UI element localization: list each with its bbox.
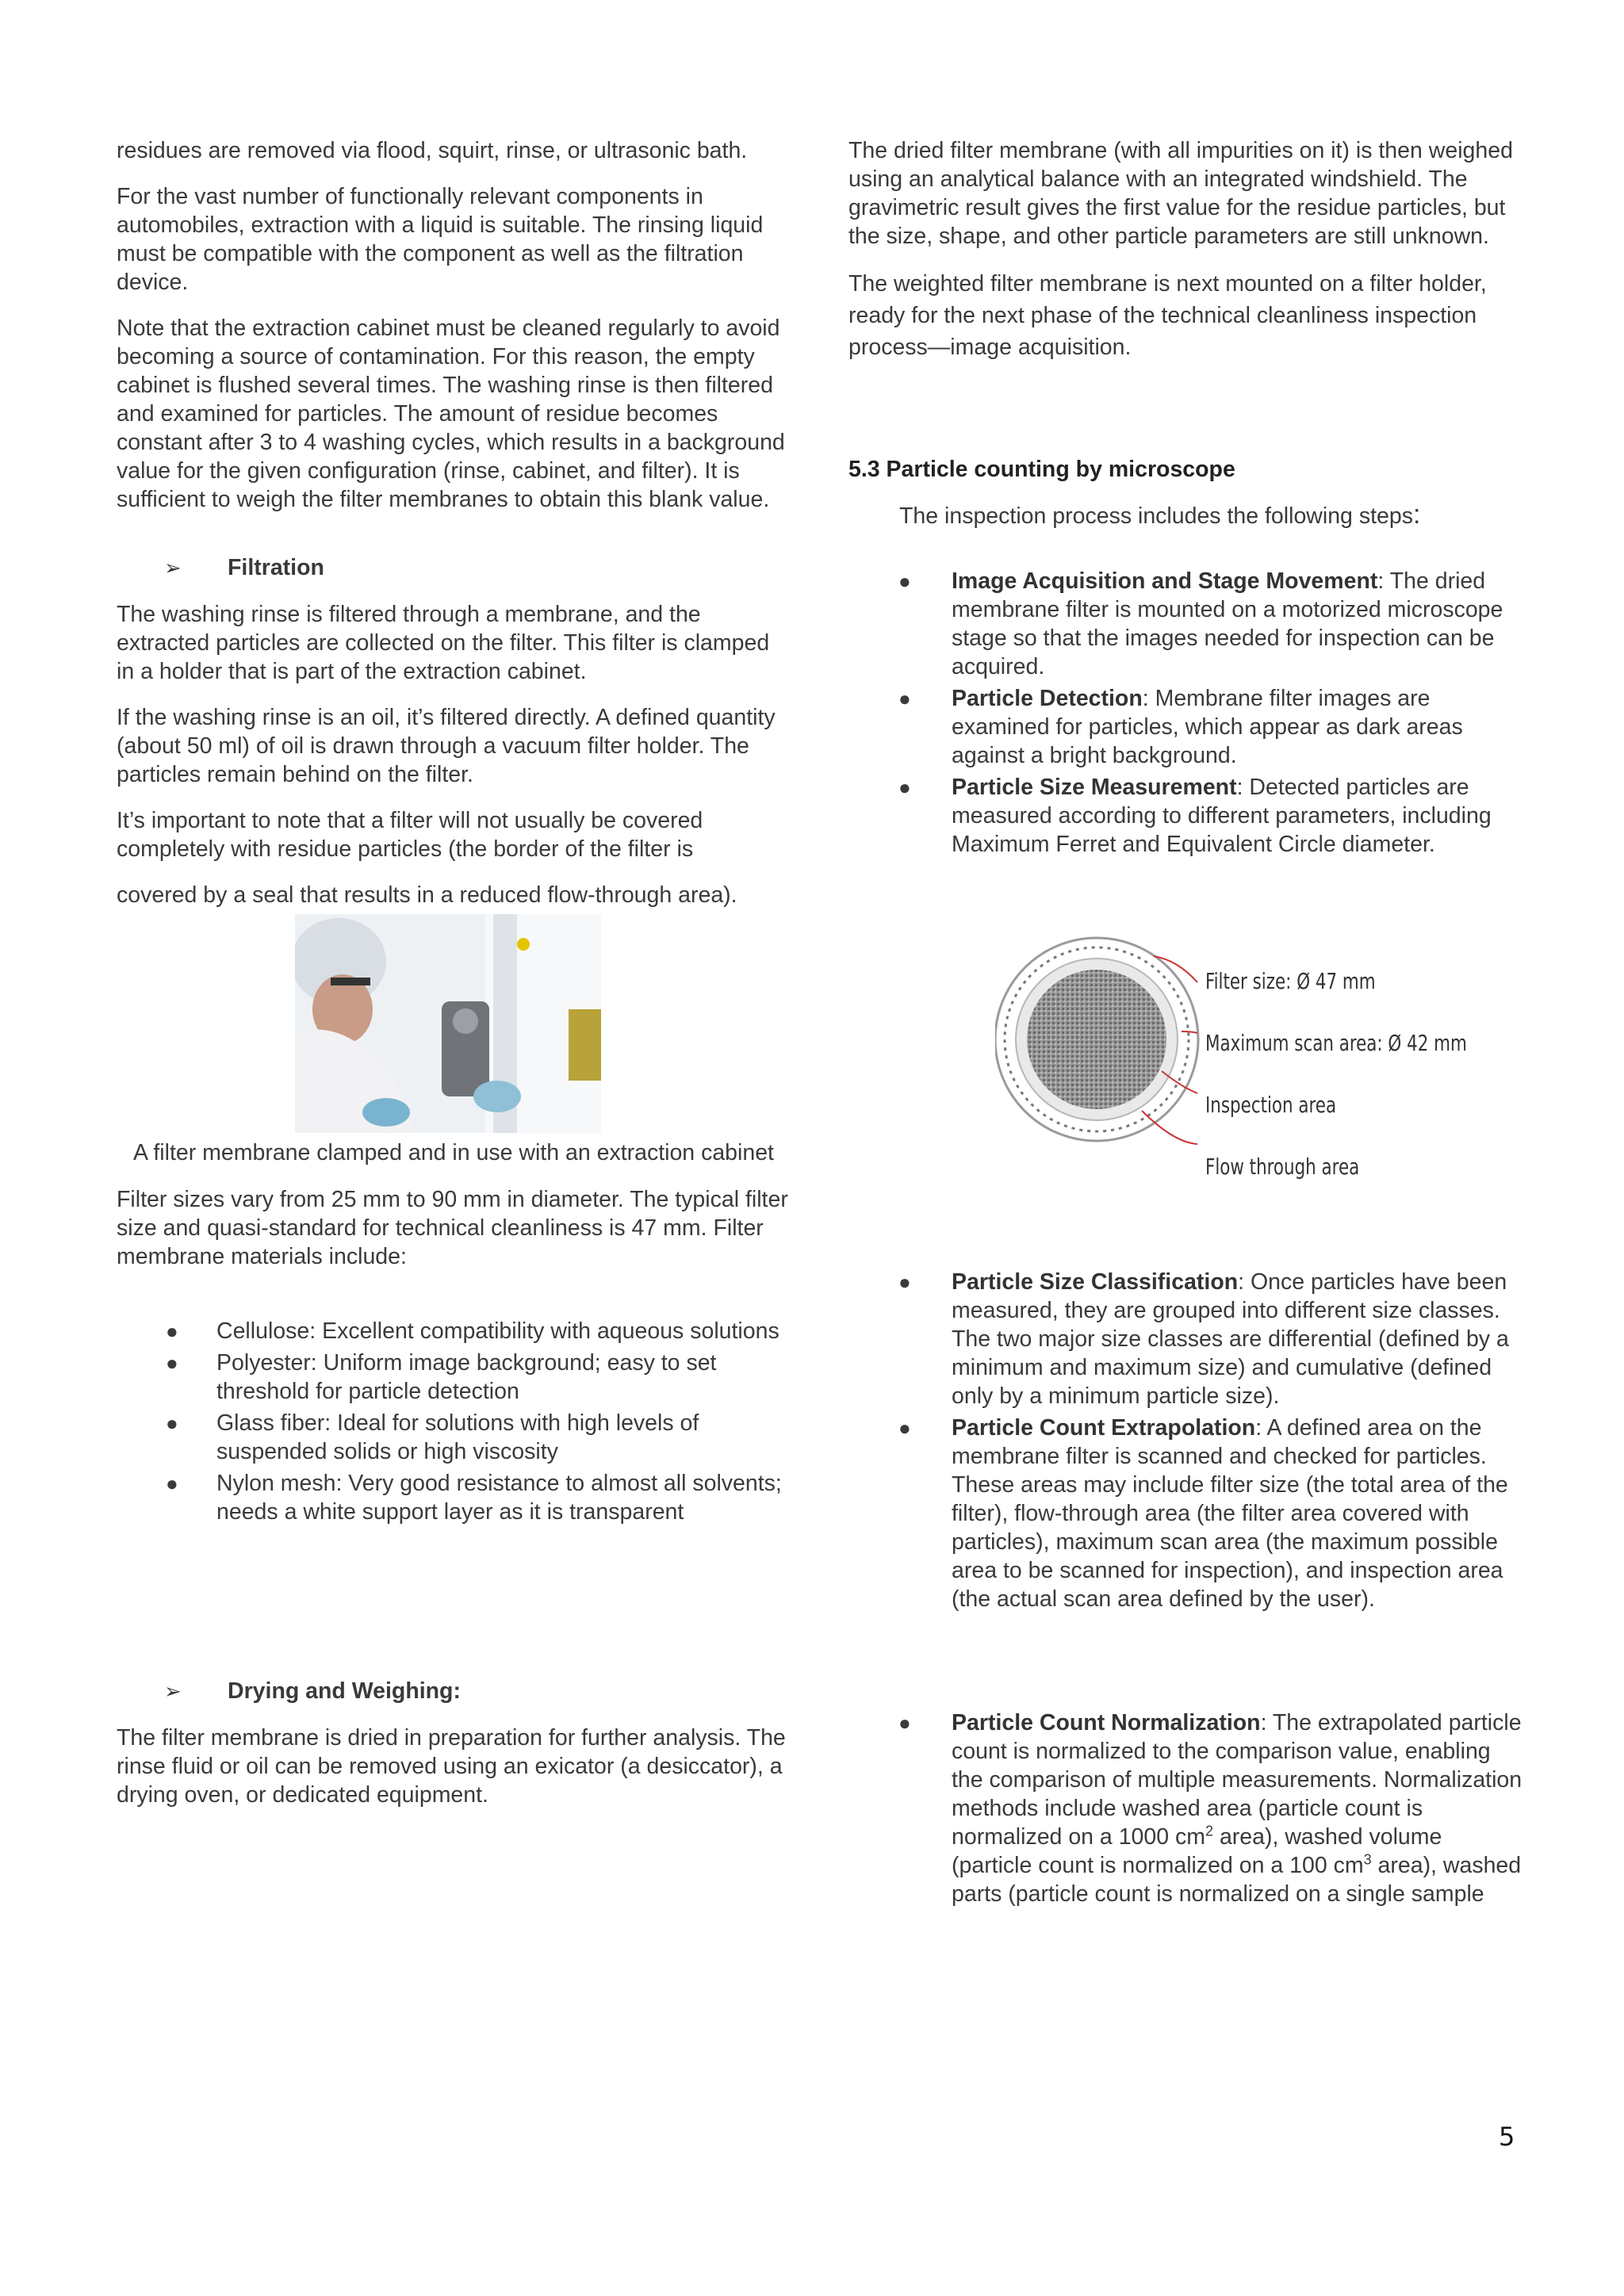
diagram-label-flow-through-area: Flow through area (1205, 1154, 1360, 1180)
bullet-dot-icon: ● (166, 1471, 178, 1495)
list-item: ● Particle Detection: Membrane filter images are examined for particles, which appear as dark areas against a bright background. (898, 686, 1463, 768)
lab-photo-illustration (295, 914, 601, 1133)
list-item: ● Cellulose: Excellent compatibility with aqueous solutions (166, 1318, 779, 1344)
cabinet-paragraph: Note that the extraction cabinet must be cleaned regularly to avoid becoming a source of contamination. For this reason, the empty cabinet is flushed several times. The washing rinse is then filtered and examined for particles. The amount of residue becomes constant after 3 to 4 washing cycles, which results in a background value for the given configuration (rinse, cabinet, and filter). It is sufficient to weigh the filter membranes to obtain this blank value. (117, 316, 785, 512)
list-item: ● Particle Count Extrapolation: A defined area on the membrane filter is scanned and checked for particles. These areas may include filter size (the total area of the filter), flow-through area (the filter area covered with particles), maximum scan area (the maximum possible area to be scanned for inspection), and inspection area (the actual scan area defined by the user). (898, 1415, 1508, 1612)
steps-list-b (848, 1268, 1522, 1613)
filtered-paragraph: The washing rinse is filtered through a membrane, and the extracted particles are collected on the filter. This filter is clamped in a holder that is part of the extraction cabinet. (117, 602, 770, 684)
covered-paragraph: covered by a seal that results in a reduced flow-through area). (117, 882, 737, 908)
filtration-heading (164, 555, 791, 581)
extraction-paragraph: For the vast number of functionally relevant components in automobiles, extraction with a liquid is suitable. The rinsing liquid must be compatible with the component as well as the filtration device. (117, 184, 764, 295)
diagram-label-inspection-area: Inspection area (1205, 1092, 1337, 1118)
bullet-dot-icon: ● (898, 1270, 911, 1294)
filter-area-diagram (995, 913, 1550, 1180)
list-item: ● Particle Size Classification: Once particles have been measured, they are grouped into different size classes. The two major size classes are differential (defined by a minimum and maximum size) and cumulative (defined only by a minimum particle size). (898, 1269, 1509, 1409)
filtration-heading-text: Filtration (228, 555, 324, 580)
diagram-label-filter-size: Filter size: Ø 47 mm (1205, 968, 1376, 994)
list-item: ● Nylon mesh: Very good resistance to almost all solvents; needs a white support layer as it is transparent (166, 1471, 782, 1525)
left-column (117, 136, 791, 1827)
steps-intro (899, 500, 1522, 530)
page-number: 5 (1499, 2122, 1515, 2152)
steps-list-c (848, 1709, 1522, 1908)
bullet-dot-icon: ● (898, 775, 911, 799)
bullet-dot-icon: ● (166, 1351, 178, 1375)
section-heading: 5.3 Particle counting by microscope (848, 457, 1235, 482)
materials-list (117, 1317, 791, 1526)
arrow-bullet-icon: ➢ (164, 1679, 182, 1703)
extraction-cabinet-photo (295, 914, 601, 1133)
list-item: ● Glass fiber: Ideal for solutions with high levels of suspended solids or high viscosity (166, 1410, 699, 1464)
oil-paragraph: If the washing rinse is an oil, it’s filtered directly. A defined quantity (about 50 ml) of oil is drawn through a vacuum filter holder. The particles remain behind on the filter. (117, 705, 776, 787)
bullet-dot-icon: ● (898, 569, 911, 593)
sizes-paragraph: Filter sizes vary from 25 mm to 90 mm in diameter. The typical filter size and quasi-standard for technical cleanliness is 47 mm. Filter membrane materials include: (117, 1187, 788, 1269)
steps-list-a (848, 567, 1522, 859)
note-paragraph: It’s important to note that a filter will not usually be covered completely with residue particles (the border of the filter is (117, 808, 703, 862)
drying-heading-text: Drying and Weighing: (228, 1678, 461, 1704)
drying-heading (164, 1678, 791, 1705)
bullet-dot-icon: ● (898, 1416, 911, 1440)
photo-caption: A filter membrane clamped and in use with an extraction cabinet (133, 1140, 774, 1165)
list-item: ● Particle Size Measurement: Detected particles are measured according to different parameters, including Maximum Ferret and Equivalent Circle diameter. (898, 775, 1492, 857)
drying-paragraph: The filter membrane is dried in preparation for further analysis. The rinse fluid or oil can be removed using an exicator (a desiccator), a drying oven, or dedicated equipment. (117, 1725, 786, 1808)
steps-intro-text: The inspection process includes the following steps (899, 503, 1413, 529)
steps-intro-colon: : (1412, 499, 1421, 530)
bullet-dot-icon: ● (898, 1711, 911, 1735)
bullet-dot-icon: ● (166, 1319, 178, 1343)
right-column (848, 136, 1522, 1911)
dried-paragraph: The dried filter membrane (with all impurities on it) is then weighed using an analytical balance with an integrated windshield. The gravimetric result gives the first value for the residue particles, but the size, shape, and other particle parameters are still unknown. (848, 138, 1513, 249)
list-item: ● Particle Count Normalization: The extrapolated particle count is normalized to the comparison value, enabling the comparison of multiple measurements. Normalization methods include washed area (particle count is normalized on a 1000 $cm^2$ area), washed volume (particle count is normalized on a 100 $cm^3$ area), washed parts (particle count is normalized on a single sample (898, 1710, 1522, 1907)
bullet-dot-icon: ● (898, 687, 911, 710)
bullet-dot-icon: ● (166, 1411, 178, 1435)
weighted-paragraph: The weighted filter membrane is next mounted on a filter holder, ready for the next phase of the technical cleanliness inspection process—image acquisition. (848, 271, 1487, 360)
intro-paragraph: residues are removed via flood, squirt, rinse, or ultrasonic bath. (117, 138, 748, 163)
diagram-label-max-scan-area: Maximum scan area: Ø 42 mm (1205, 1030, 1467, 1056)
arrow-bullet-icon: ➢ (164, 556, 182, 580)
list-item: ● Image Acquisition and Stage Movement: The dried membrane filter is mounted on a motorized microscope stage so that the images needed for inspection can be acquired. (898, 568, 1503, 679)
list-item: ● Polyester: Uniform image background; easy to set threshold for particle detection (166, 1350, 717, 1404)
